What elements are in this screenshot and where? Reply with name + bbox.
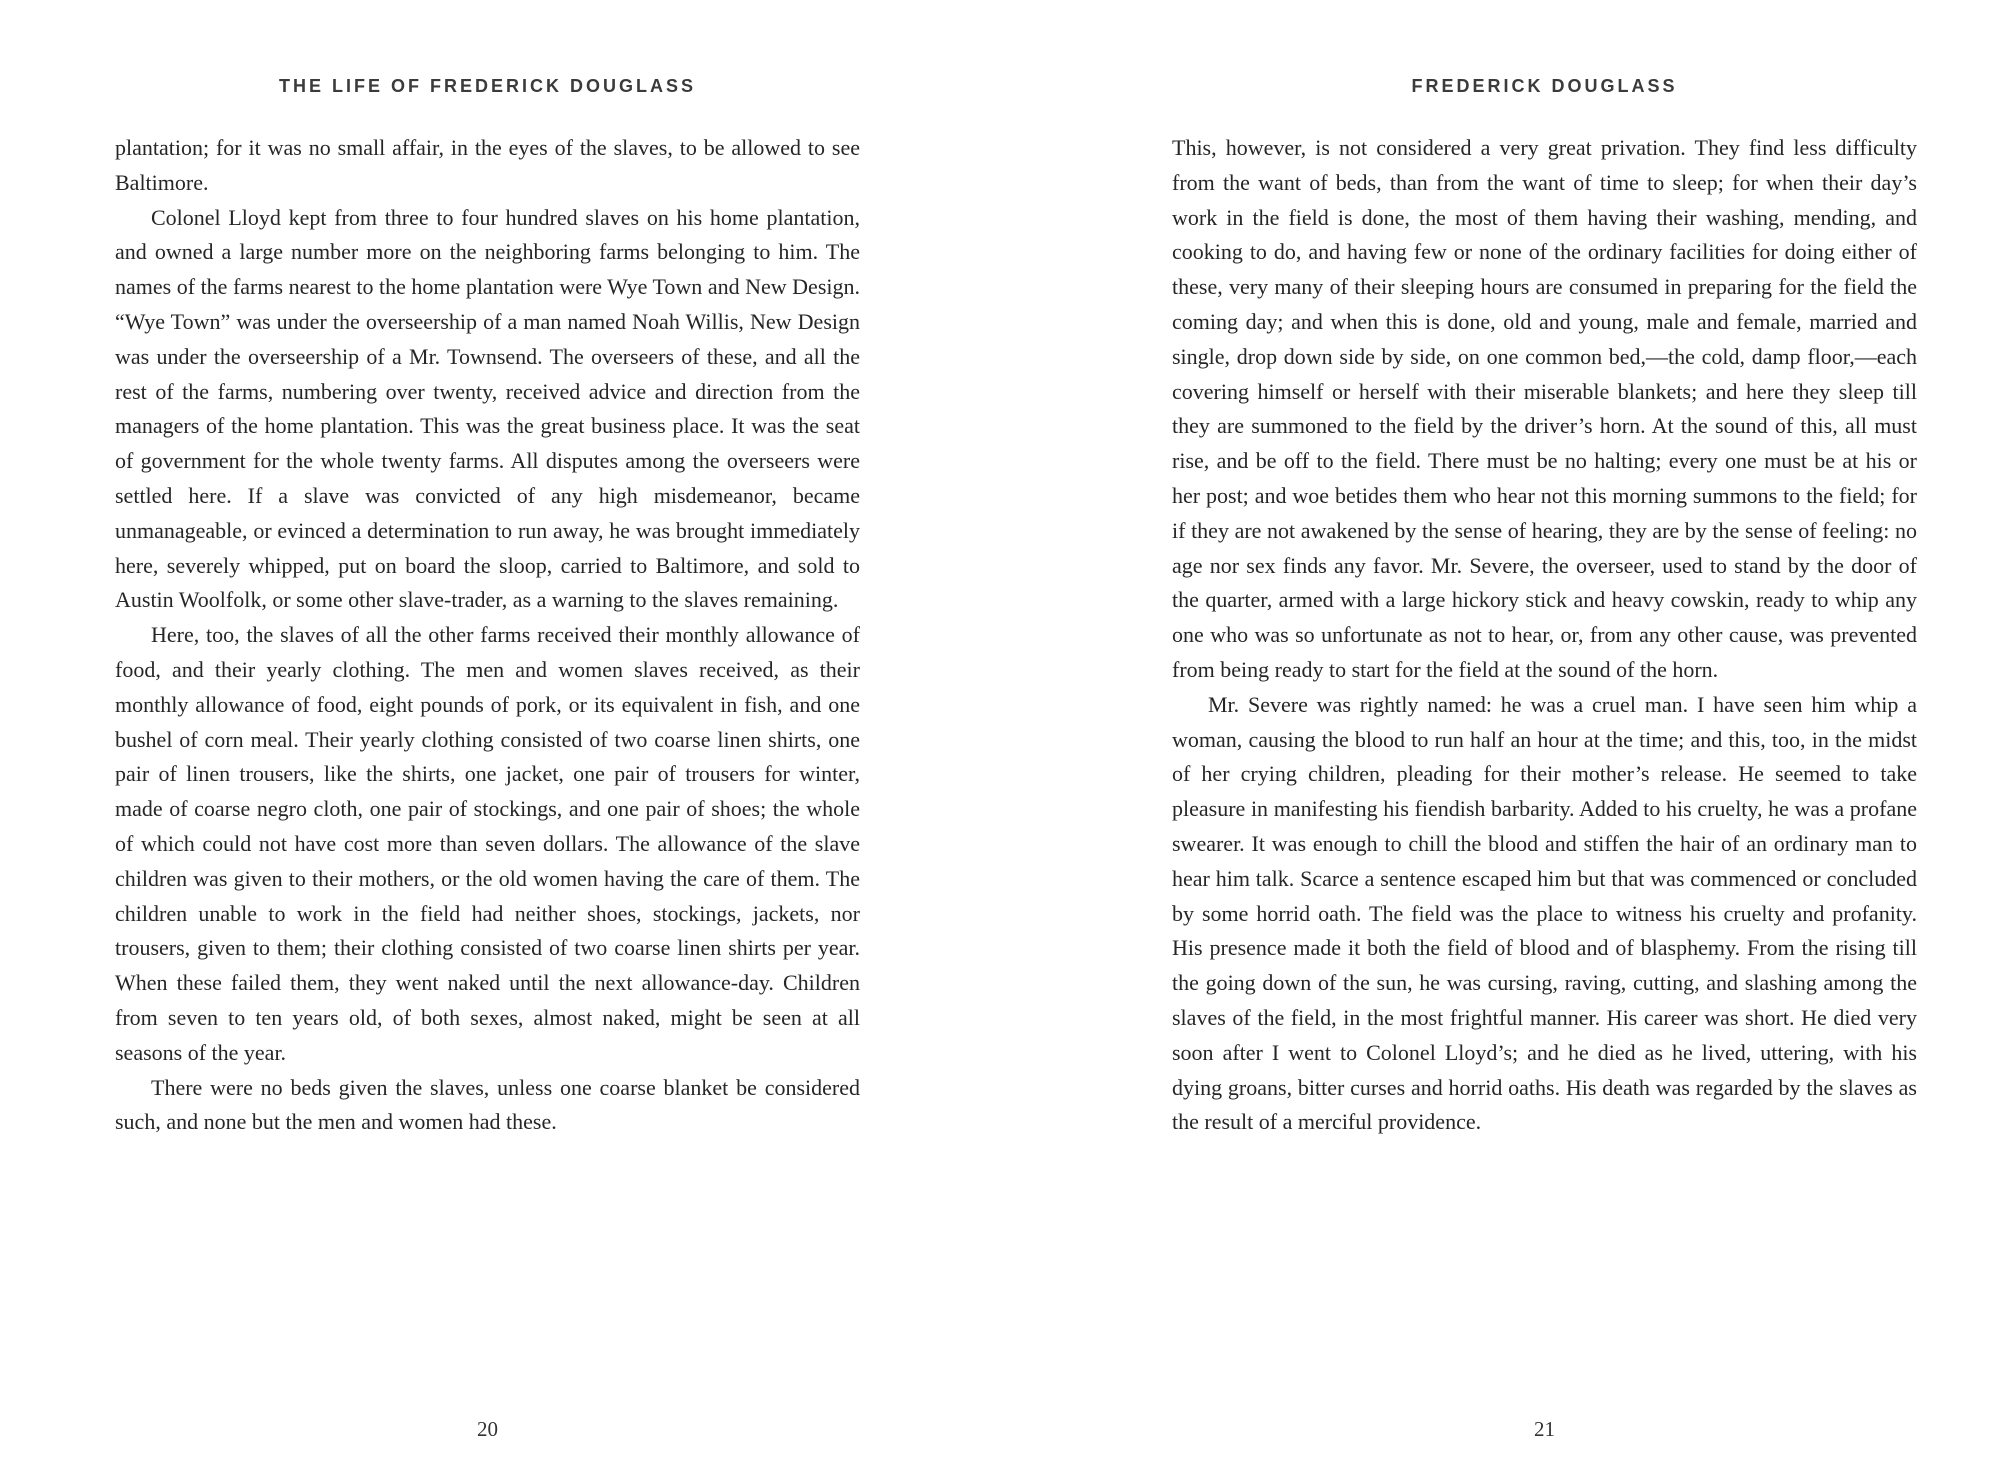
- paragraph: Here, too, the slaves of all the other farms received their monthly allowance of food, and their yearly clothing. The men and women slaves received, as their monthly allowance of food, eight pounds of pork, or its equivalent in fish, and one bushel of corn meal. Their yearly clothing consisted of two coarse linen shirts, one pair of linen trousers, like the shirts, one jacket, one pair of trousers for winter, made of coarse negro cloth, one pair of stockings, and one pair of shoes; the whole of which could not have cost more than seven dollars. The allowance of the slave children was given to their mothers, or the old women having the care of them. The children unable to work in the field had neither shoes, stockings, jackets, nor trousers, given to them; their clothing consisted of two coarse linen shirts per year. When these failed them, they went naked until the next allowance-day. Children from seven to ten years old, of both sexes, almost naked, might be seen at all seasons of the year.: [115, 622, 860, 1065]
- right-running-head: FREDERICK DOUGLASS: [1411, 76, 1678, 96]
- paragraph: There were no beds given the slaves, unless one coarse blanket be considered such, and none but the men and women had these.: [115, 1074, 860, 1135]
- left-text-block: [115, 131, 860, 1140]
- right-page: [1000, 0, 2000, 1473]
- left-running-head: THE LIFE OF FREDERICK DOUGLASS: [278, 76, 696, 96]
- right-page-number: 21: [1534, 1417, 1555, 1441]
- right-text-block: [1172, 131, 1917, 1140]
- paragraph: Mr. Severe was rightly named: he was a cruel man. I have seen him whip a woman, causing the blood to run half an hour at the time; and this, too, in the midst of her crying children, pleading for their mother’s release. He seemed to take pleasure in manifesting his fiendish barbarity. Added to his cruelty, he was a profane swearer. It was enough to chill the blood and stiffen the hair of an ordinary man to hear him talk. Scarce a sentence escaped him but that was commenced or concluded by some horrid oath. The field was the place to witness his cruelty and profanity. His presence made it both the field of blood and of blasphemy. From the rising till the going down of the sun, he was cursing, raving, cutting, and slashing among the slaves of the field, in the most frightful manner. His career was short. He died very soon after I went to Colonel Lloyd’s; and he died as he lived, uttering, with his dying groans, bitter curses and horrid oaths. His death was regarded by the slaves as the result of a merciful providence.: [1172, 691, 1917, 1135]
- paragraph: plantation; for it was no small affair, in the eyes of the slaves, to be allowed to see Baltimore.: [115, 135, 860, 195]
- left-page-number: 20: [477, 1417, 498, 1441]
- paragraph: Colonel Lloyd kept from three to four hundred slaves on his home plantation, and owned a large number more on the neighboring farms belonging to him. The names of the farms nearest to the home plantation were Wye Town and New Design. “Wye Town” was under the overseership of a man named Noah Willis, New Design was under the overseership of a Mr. Townsend. The overseers of these, and all the rest of the farms, numbering over twenty, received advice and direction from the managers of the home plantation. This was the great business place. It was the seat of government for the whole twenty farms. All disputes among the overseers were settled here. If a slave was convicted of any high misdemeanor, became unmanageable, or evinced a determination to run away, he was brought immediately here, severely whipped, put on board the sloop, carried to Baltimore, and sold to Austin Woolfolk, or some other slave-trader, as a warning to the slaves remaining.: [115, 204, 860, 613]
- paragraph: This, however, is not considered a very great privation. They find less difficulty from the want of beds, than from the want of time to sleep; for when their day’s work in the field is done, the most of them having their washing, mending, and cooking to do, and having few or none of the ordinary facilities for doing either of these, very many of their sleeping hours are consumed in preparing for the field the coming day; and when this is done, old and young, male and female, married and single, drop down side by side, on one common bed,—the cold, damp floor,—each covering himself or herself with their miserable blankets; and here they sleep till they are summoned to the field by the driver’s horn. At the sound of this, all must rise, and be off to the field. There must be no halting; every one must be at his or her post; and woe betides them who hear not this morning summons to the field; for if they are not awakened by the sense of hearing, they are by the sense of feeling: no age nor sex finds any favor. Mr. Severe, the overseer, used to stand by the door of the quarter, armed with a large hickory stick and heavy cowskin, ready to whip any one who was so unfortunate as not to hear, or, from any other cause, was prevented from being ready to start for the field at the sound of the horn.: [1172, 135, 1917, 682]
